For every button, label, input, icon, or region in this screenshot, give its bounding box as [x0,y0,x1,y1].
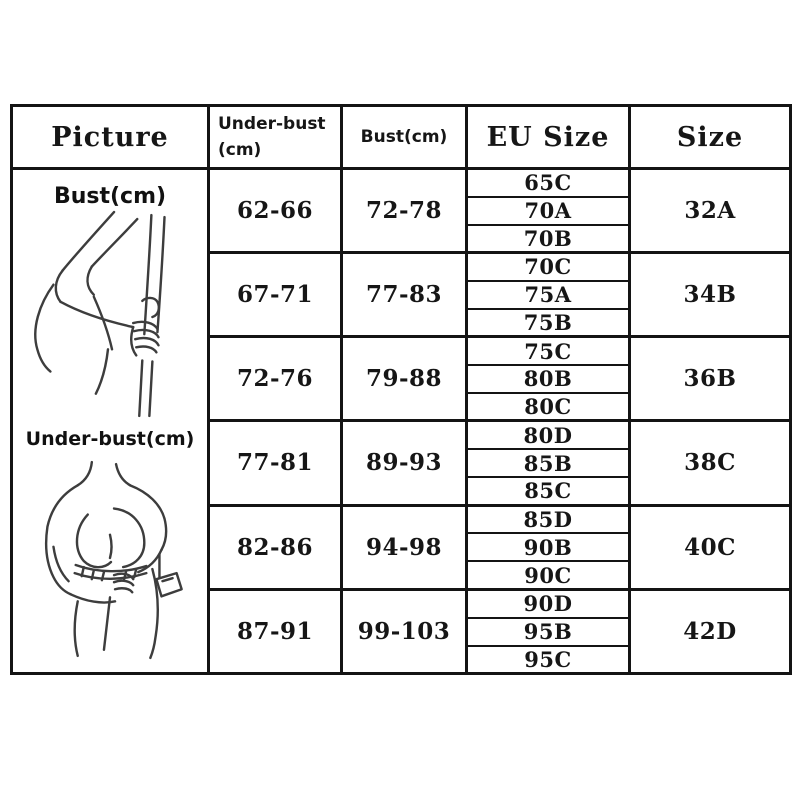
eu-size-cell: 70B [467,225,630,253]
bust-range-cell: 89-93 [342,421,467,505]
eu-size-cell: 85B [467,449,630,477]
eu-size-cell: 85C [467,477,630,505]
size-cell: 36B [630,337,791,421]
eu-size-cell: 95B [467,618,630,646]
underbust-measurement-sketch-icon [29,450,191,672]
header-picture: Picture [12,106,209,169]
table-row [12,169,791,197]
header-size: Size [630,106,791,169]
eu-size-cell: 80B [467,365,630,393]
size-cell: 42D [630,589,791,673]
eu-size-cell: 75B [467,309,630,337]
bust-range-cell: 94-98 [342,505,467,589]
bust-range-cell: 72-78 [342,169,467,253]
eu-size-cell: 95C [467,646,630,674]
eu-size-cell: 90B [467,533,630,561]
bust-range-cell: 99-103 [342,589,467,673]
underbust-measure-label: Under-bust(cm) [25,428,195,450]
under-bust-range-cell: 62-66 [209,169,342,253]
bust-range-cell: 79-88 [342,337,467,421]
size-cell: 38C [630,421,791,505]
eu-size-cell: 65C [467,169,630,197]
bust-measurement-sketch-icon [29,209,191,424]
picture-cell [12,169,209,674]
size-cell: 32A [630,169,791,253]
eu-size-cell: 80C [467,393,630,421]
under-bust-range-cell: 87-91 [209,589,342,673]
bra-size-chart-table [10,104,792,675]
eu-size-cell: 90C [467,561,630,589]
eu-size-cell: 90D [467,589,630,617]
header-row [12,106,791,169]
eu-size-cell: 80D [467,421,630,449]
header-bust: Bust(cm) [342,106,467,169]
header-under-bust: Under-bust(cm) [209,106,342,169]
bust-measure-label: Bust(cm) [53,184,167,209]
size-cell: 40C [630,505,791,589]
under-bust-range-cell: 77-81 [209,421,342,505]
eu-size-cell: 85D [467,505,630,533]
header-eu-size: EU Size [467,106,630,169]
eu-size-cell: 70A [467,197,630,225]
bust-range-cell: 77-83 [342,253,467,337]
under-bust-range-cell: 82-86 [209,505,342,589]
size-cell: 34B [630,253,791,337]
eu-size-cell: 70C [467,253,630,281]
eu-size-cell: 75A [467,281,630,309]
eu-size-cell: 75C [467,337,630,365]
under-bust-range-cell: 72-76 [209,337,342,421]
under-bust-range-cell: 67-71 [209,253,342,337]
